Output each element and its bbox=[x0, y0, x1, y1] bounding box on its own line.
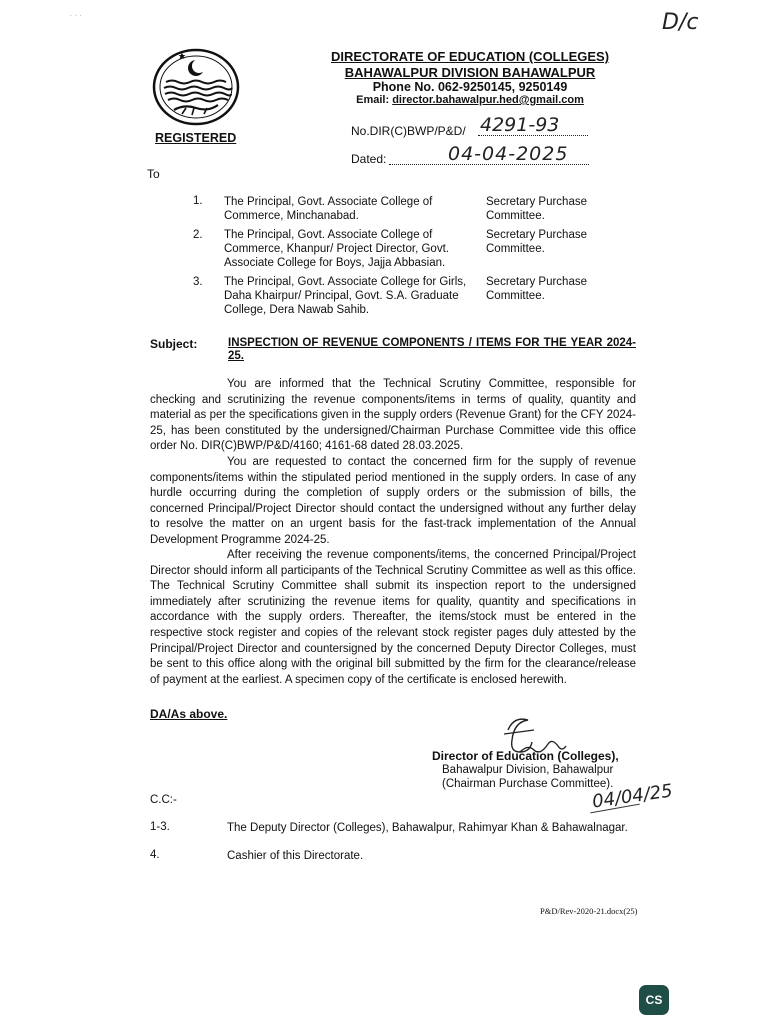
signatory-title: Director of Education (Colleges), bbox=[432, 749, 619, 763]
cc-number: 4. bbox=[150, 849, 160, 861]
cc-text: The Deputy Director (Colleges), Bahawalpur, Rahimyar Khan & Bahawalnagar. bbox=[227, 822, 628, 834]
subject-label: Subject: bbox=[150, 337, 198, 351]
addressee-number: 2. bbox=[193, 229, 203, 241]
email-label: Email: bbox=[356, 94, 390, 106]
email-line bbox=[320, 94, 620, 106]
directorate-title: DIRECTORATE OF EDUCATION (COLLEGES) bbox=[330, 49, 610, 64]
signature-handwritten-date: 04/04/25 bbox=[590, 780, 674, 813]
dated-handwritten: 04-04-2025 bbox=[448, 143, 569, 165]
cc-number: 1-3. bbox=[150, 821, 170, 833]
addressee-text: The Principal, Govt. Associate College of Commerce, Khanpur/ Project Director, Govt. Associate College for Boys, Jajja Abbasian. bbox=[224, 229, 449, 269]
reference-number-handwritten: 4291-93 bbox=[480, 114, 560, 136]
registered-label: REGISTERED bbox=[155, 131, 237, 145]
document-file-reference: P&D/Rev-2020-21.docx(25) bbox=[540, 906, 638, 916]
body-paragraph: After receiving the revenue components/items, the concerned Principal/Project Director should inform all participants of the Technical Scrutiny Committee as well as this office. The Technical Scrutiny Committee shall submit its inspection report to the undersigned immediately after scrutinizing the revenue items for quality, quantity and specifications in accordance with the supply orders. Thereafter, the items/stock must be entered in the respective stock register and copies of the relevant stock register pages duly attested by the Principal/Project Director and countersigned by the concerned Deputy Director Colleges, must be sent to this office along with the original bill submitted by the firm for the clearance/release of payment at the earliest. A specimen copy of the certificate is enclosed herewith. bbox=[150, 549, 636, 686]
signatory-designation: (Chairman Purchase Committee). bbox=[442, 778, 614, 790]
body-paragraph: You are requested to contact the concerned firm for the supply of revenue components/items within the stipulated period mentioned in the supply orders. In case of any hurdle occurring during the completion of supply orders or the submission of bills, the concerned Principal/Project Director should contact the undersigned without any further delay to resolve the matter on an urgent basis for the fast-track implementation of the Annual Development Programme 2024-25. bbox=[150, 456, 636, 546]
phone-number: Phone No. 062-9250145, 9250149 bbox=[372, 80, 568, 94]
addressee-number: 3. bbox=[193, 276, 203, 288]
subject-text: INSPECTION OF REVENUE COMPONENTS / ITEMS FOR THE YEAR 2024-25. bbox=[228, 337, 636, 362]
body-paragraph: You are informed that the Technical Scrutiny Committee, responsible for checking and scrutinizing the revenue components/items in terms of quality, quantity and material as per the specifications given in the supply orders (Revenue Grant) for the CFY 2024-25, has been constituted by the undersigned/Chairman Purchase Committee vide this office order No. DIR(C)BWP/P&D/4160; 4161-68 dated 28.03.2025. bbox=[150, 378, 636, 453]
cc-label: C.C:- bbox=[150, 794, 177, 806]
to-label: To bbox=[147, 167, 160, 181]
division-title: BAHAWALPUR DIVISION BAHAWALPUR bbox=[344, 65, 596, 80]
signatory-division: Bahawalpur Division, Bahawalpur bbox=[442, 764, 614, 776]
addressee-number: 1. bbox=[193, 195, 203, 207]
addressee-role: Secretary Purchase Committee. bbox=[486, 196, 587, 222]
da-as-above: DA/As above. bbox=[150, 707, 228, 721]
addressee-text: The Principal, Govt. Associate College of Commerce, Minchanabad. bbox=[224, 196, 433, 222]
corner-handwritten-mark: D/c bbox=[662, 10, 699, 35]
scan-artifact: ˙ ˙ ˙ bbox=[70, 14, 83, 23]
addressee-role: Secretary Purchase Committee. bbox=[486, 229, 587, 255]
addressee-role: Secretary Purchase Committee. bbox=[486, 276, 587, 302]
cc-text: Cashier of this Directorate. bbox=[227, 850, 364, 862]
reference-number-label: No.DIR(C)BWP/P&D/ bbox=[351, 124, 466, 138]
punjab-government-logo bbox=[152, 48, 240, 126]
dated-label: Dated: bbox=[351, 152, 387, 166]
camscanner-badge: CS bbox=[639, 985, 669, 1015]
addressee-text: The Principal, Govt. Associate College for Girls, Daha Khairpur/ Principal, Govt. S.A. Graduate College, Dera Nawab Sahib. bbox=[224, 276, 467, 316]
email-address: director.bahawalpur.hed@gmail.com bbox=[392, 94, 584, 106]
